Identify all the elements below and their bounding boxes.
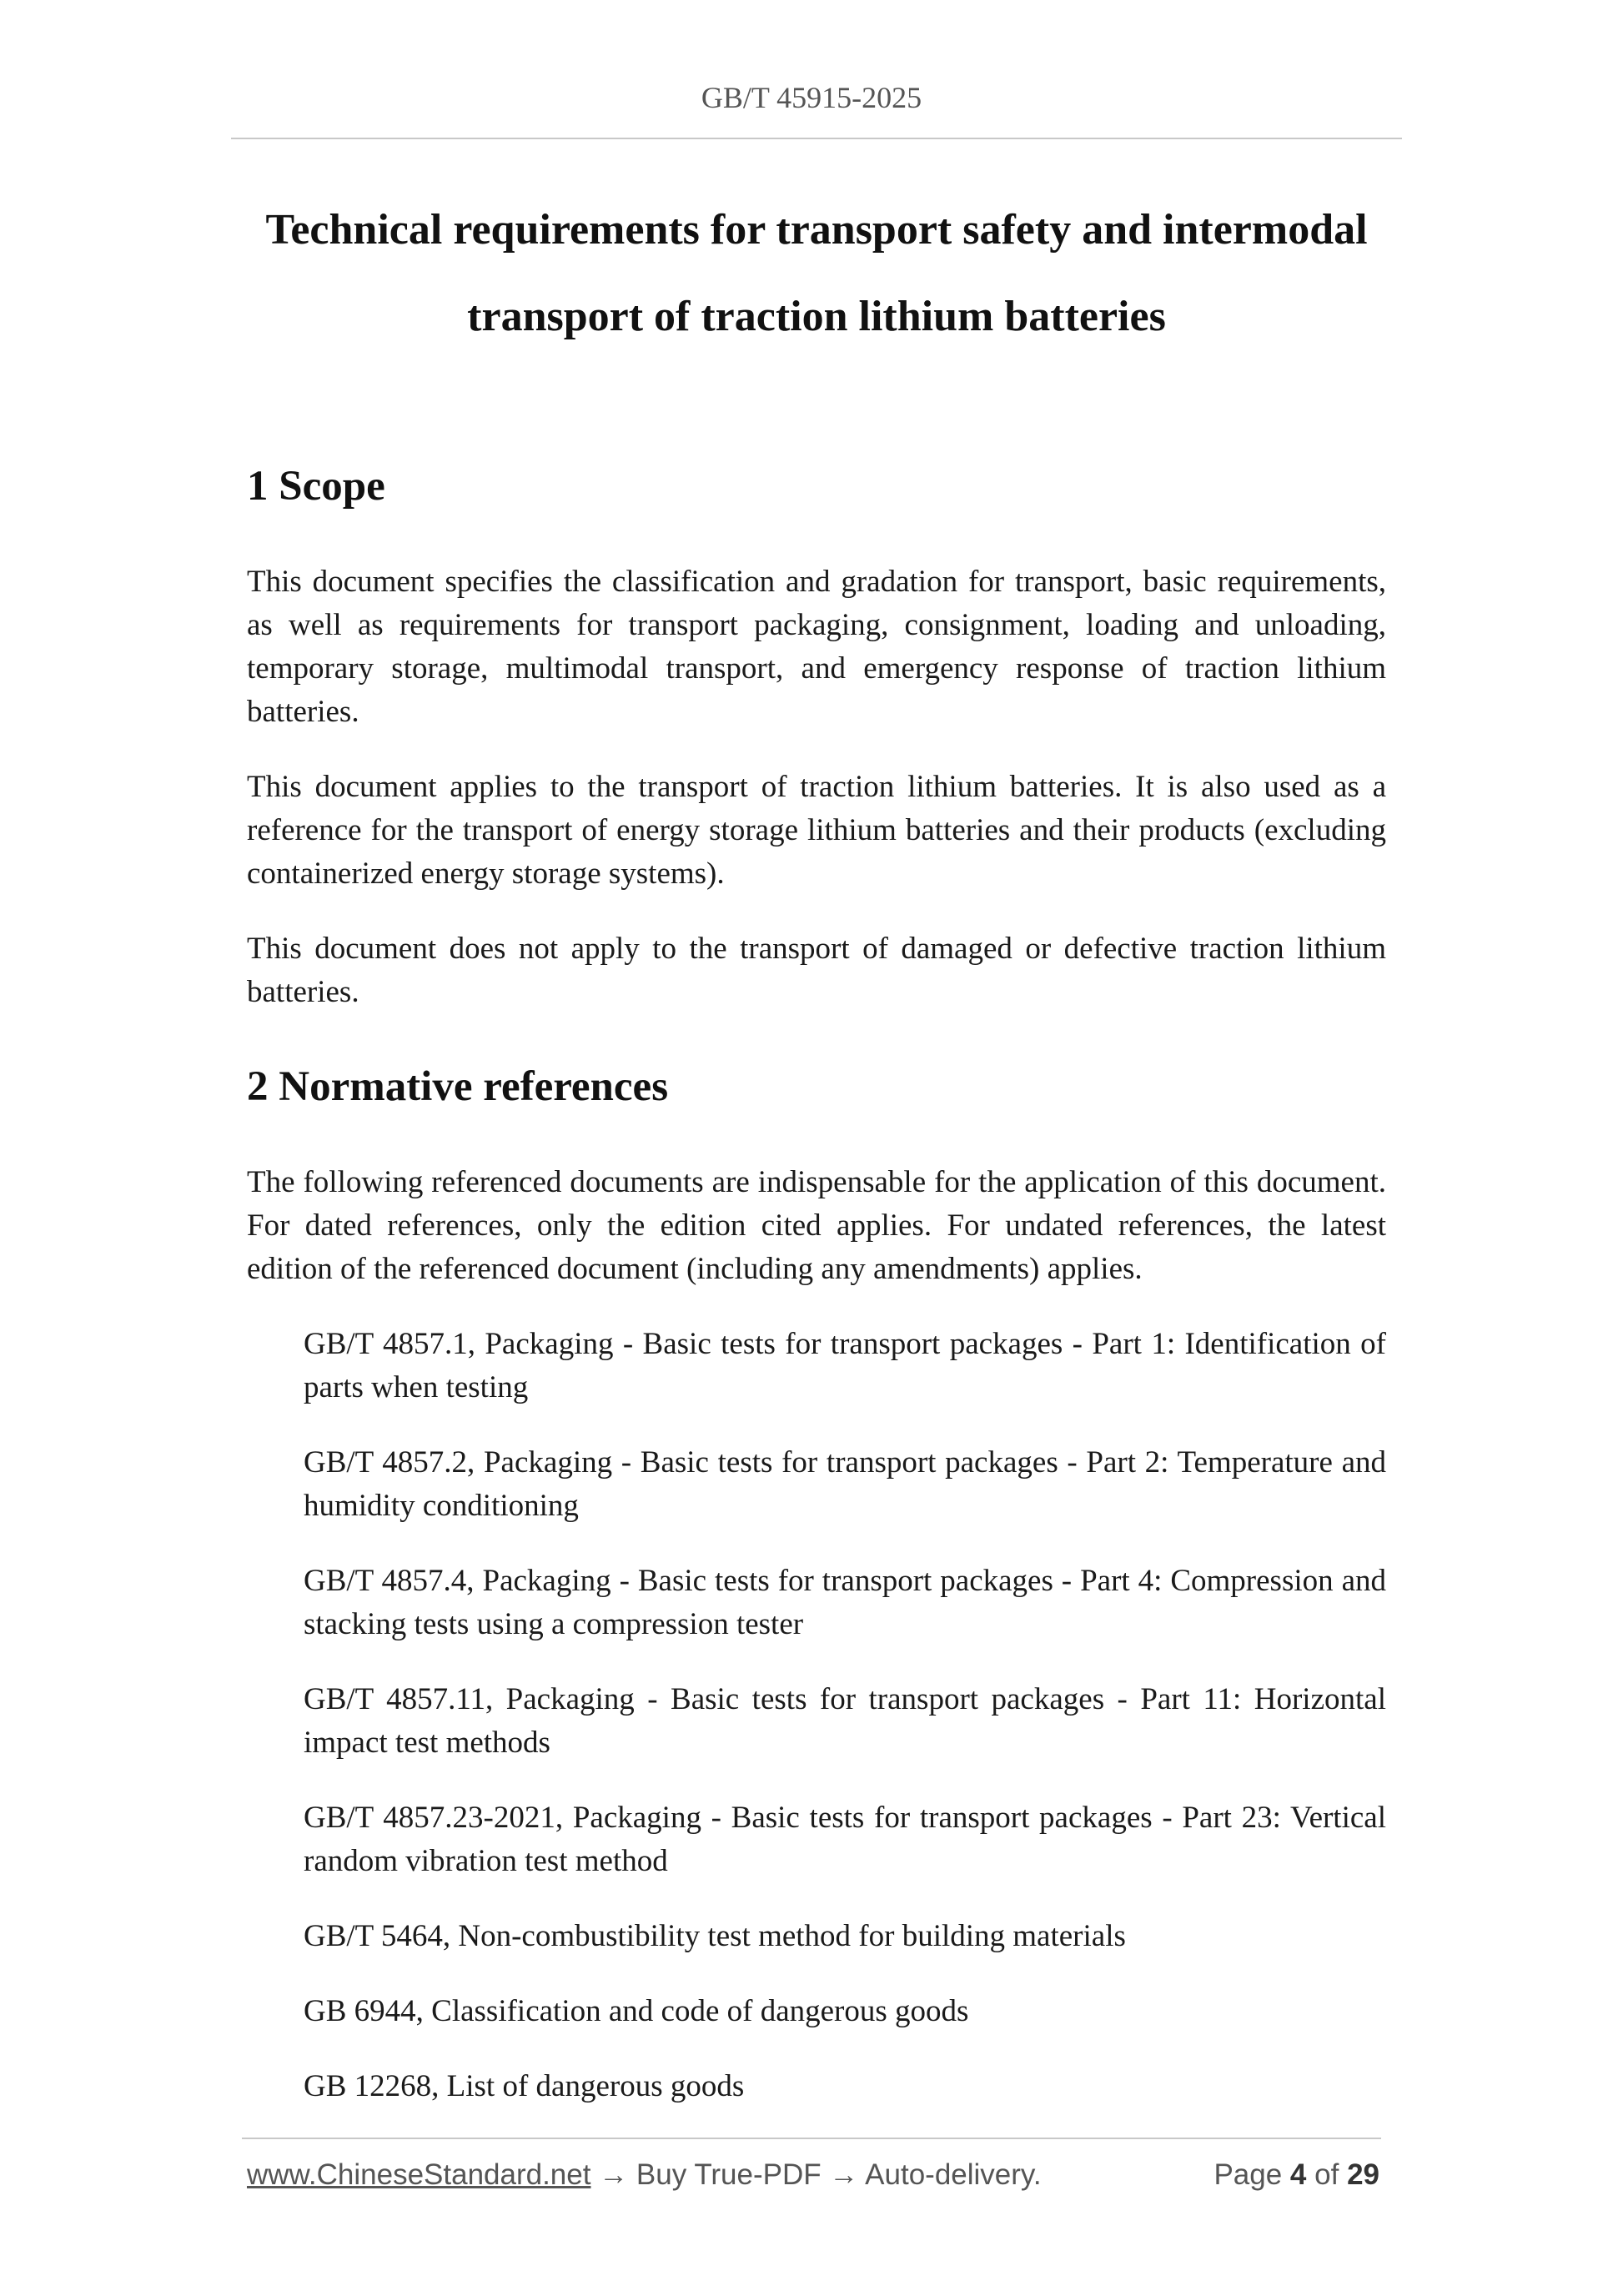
- page-label: Page: [1213, 2158, 1283, 2191]
- reference-item: GB/T 4857.2, Packaging - Basic tests for transport packages - Part 2: Temperature and humidity conditioning: [304, 1445, 1386, 1523]
- scope-paragraph-2: This document applies to the transport of traction lithium batteries. It is also used as a reference for the transport of energy storage lithium batteries and their products (excluding containerized energy storage systems).: [247, 770, 1386, 891]
- scope-paragraph-3: This document does not apply to the transport of damaged or defective traction lithium batteries.: [247, 932, 1386, 1009]
- section-heading-normative-references: 2 Normative references: [247, 1063, 669, 1110]
- website-link[interactable]: www.ChineseStandard.net: [247, 2158, 591, 2191]
- reference-item: GB/T 5464, Non-combustibility test method for building materials: [304, 1919, 1126, 1953]
- page-footer: [247, 2158, 1379, 2192]
- total-page-count: 29: [1347, 2158, 1379, 2191]
- section-heading-scope: 1 Scope: [247, 463, 385, 510]
- normative-references-intro: The following referenced documents are indispensable for the application of this document. For dated references, only the edition cited applies. For undated references, the latest edition of the referenced document (including any amendments) applies.: [247, 1165, 1386, 1286]
- header-divider: [231, 138, 1402, 139]
- document-title-line-2: transport of traction lithium batteries: [467, 293, 1166, 340]
- current-page-number: 4: [1289, 2158, 1307, 2191]
- reference-item: GB 12268, List of dangerous goods: [304, 2069, 745, 2103]
- page-counter: [1213, 2158, 1379, 2192]
- page-content: [247, 187, 1386, 2108]
- reference-item: GB/T 4857.23-2021, Packaging - Basic tests for transport packages - Part 23: Vertical random vibration test method: [304, 1801, 1386, 1878]
- reference-item: GB 6944, Classification and code of dangerous goods: [304, 1994, 969, 2028]
- footer-promo: [247, 2158, 1042, 2192]
- running-header: GB/T 45915-2025: [701, 81, 922, 114]
- reference-item: GB/T 4857.11, Packaging - Basic tests for transport packages - Part 11: Horizontal impact test methods: [304, 1682, 1386, 1760]
- document-title-line-1: Technical requirements for transport safety and intermodal: [265, 206, 1368, 254]
- scope-paragraph-1: This document specifies the classification and gradation for transport, basic requirements, as well as requirements for transport packaging, consignment, loading and unloading, temporary storage, multimodal transport, and emergency response of traction lithium batteries.: [247, 565, 1386, 729]
- reference-item: GB/T 4857.1, Packaging - Basic tests for transport packages - Part 1: Identification of parts when testing: [304, 1327, 1386, 1404]
- reference-list: [304, 1323, 1386, 2108]
- footer-tagline: → Buy True-PDF → Auto-delivery.: [590, 2158, 1042, 2191]
- of-label: of: [1314, 2158, 1339, 2191]
- document-title: [247, 187, 1386, 360]
- reference-item: GB/T 4857.4, Packaging - Basic tests for transport packages - Part 4: Compression and stacking tests using a compression tester: [304, 1564, 1386, 1641]
- footer-divider: [242, 2138, 1381, 2139]
